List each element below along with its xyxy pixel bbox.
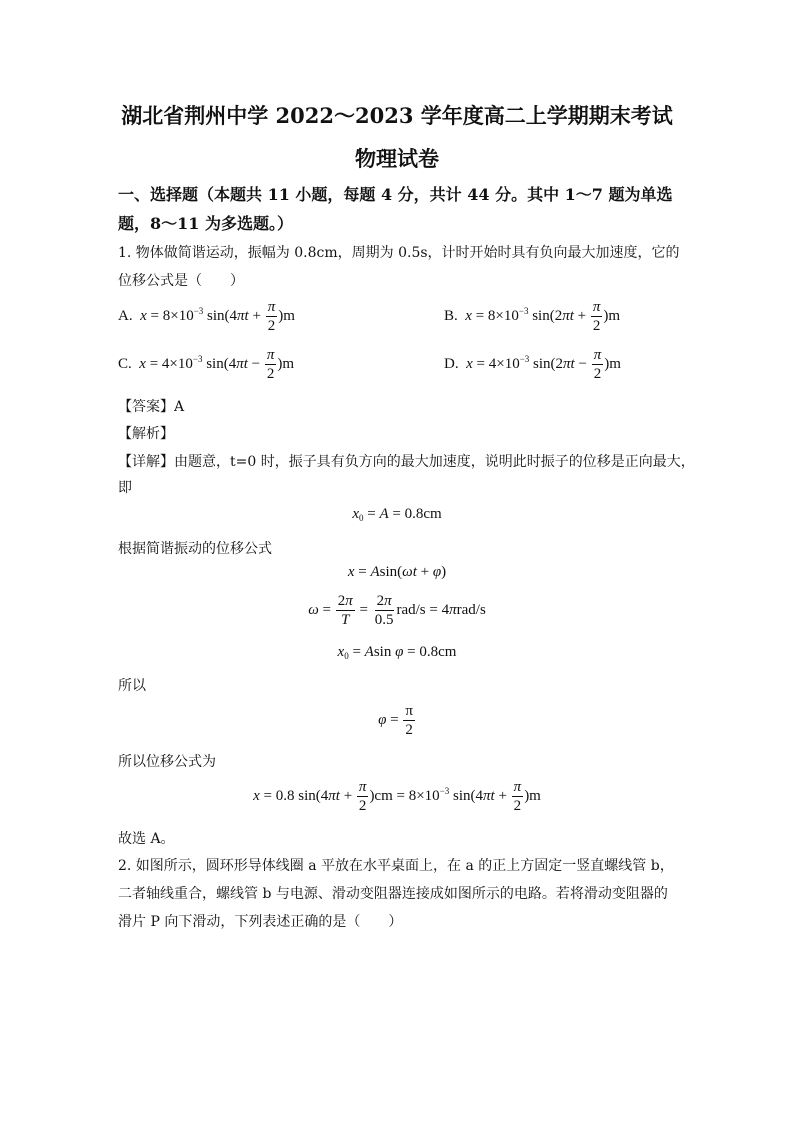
q1-option-b: B. $x = 8\times 10^{-3}$ sin(2πt + $\frac{\pi}{2}$ )m	[444, 299, 621, 334]
q2-stem-line3: 滑片 P 向下滑动，下列表述正确的是（ ）	[118, 914, 403, 930]
formula-x0-phase: $x_0 = Asin$ φ = 0.8cm	[337, 644, 457, 661]
q1-option-a: A. $x = 8\times 10^{-3}$ sin(4πt + $\frac{\pi}{2}$ )m	[118, 299, 295, 334]
detail-tag: 【详解】	[118, 454, 174, 470]
formula-general: x = Asin(ωt + φ)	[347, 564, 447, 580]
option-a-label: A.	[118, 307, 133, 324]
q1-analysis-tag: 【解析】	[118, 426, 174, 442]
option-b-label: B.	[444, 307, 458, 324]
section-heading-line1: 一、选择题（本题共 11 小题，每题 4 分，共计 44 分。其中 1～7 题为单选	[118, 185, 673, 204]
option-d-phase: 2	[555, 355, 564, 372]
text-so-formula: 所以位移公式为	[118, 754, 216, 770]
option-b-coef: 8	[487, 307, 496, 324]
option-a-sign: +	[252, 307, 261, 324]
option-c-sign: −	[251, 355, 261, 372]
q1-detail-line1	[118, 451, 695, 471]
option-d-label: D.	[444, 355, 459, 372]
q2-stem-line2: 二者轴线重合，螺线管 b 与电源、滑动变阻器连接成如图所示的电路。若将滑动变阻器的	[118, 886, 668, 902]
exam-subtitle: 物理试卷	[355, 146, 439, 171]
detail-text: 由题意，t=0 时，振子具有负方向的最大加速度，说明此时振子的位移是正向最大，	[174, 454, 695, 470]
answer-tag: 【答案】	[118, 399, 174, 415]
q1-stem-line1: 1. 物体做简谐运动，振幅为 0.8cm，周期为 0.5s，计时开始时具有负向最大加速度，它的	[118, 245, 680, 261]
option-b-phase: 2	[554, 307, 563, 324]
formula-result: x = 0.8 sin(4πt + $\frac{\pi}{2}$ )$cm = 8\times 10^{-3}$ sin(4πt + $\frac{\pi}{2}$ )m	[253, 779, 541, 814]
q1-option-c: C. $x = 4\times 10^{-3}$ sin(4πt − $\frac{\pi}{2}$ )m	[118, 347, 295, 382]
formula-omega: ω = $\frac{2\pi}{T}$ = $\frac{2\pi}{0.5}$ rad/s = 4πrad/s	[308, 593, 486, 628]
formula-x0-amplitude: $x_0 = A = 0.8cm$	[352, 506, 442, 523]
q1-detail-line2: 即	[118, 480, 132, 496]
option-c-coef: 4	[161, 355, 170, 372]
text-displacement-formula: 根据简谐振动的位移公式	[118, 541, 272, 557]
q1-stem-line2: 位移公式是（ ）	[118, 273, 244, 289]
q2-stem-line1: 2. 如图所示，圆环形导体线圈 a 平放在水平桌面上，在 a 的正上方固定一竖直螺线管 b，	[118, 858, 674, 874]
answer-value: A	[174, 399, 185, 415]
text-so: 所以	[118, 678, 146, 694]
option-a-phase: 4	[229, 307, 238, 324]
formula-phi: φ = $\frac{\pi}{2}$	[378, 703, 413, 738]
option-b-sign: +	[577, 307, 587, 324]
option-c-phase: 4	[228, 355, 237, 372]
option-c-label: C.	[118, 355, 132, 372]
option-a-coef: 8	[162, 307, 171, 324]
q1-answer	[118, 396, 184, 416]
section-heading-line2: 题，8～11 为多选题。）	[118, 214, 293, 233]
q1-conclusion: 故选 A。	[118, 831, 175, 847]
option-d-sign: −	[578, 355, 587, 372]
exam-title: 湖北省荆州中学 2022～2023 学年度高二上学期期末考试	[121, 103, 673, 128]
option-d-coef: 4	[488, 355, 497, 372]
q1-option-d: D. $x = 4\times 10^{-3}$ sin(2πt − $\frac{\pi}{2}$ )m	[444, 347, 621, 382]
